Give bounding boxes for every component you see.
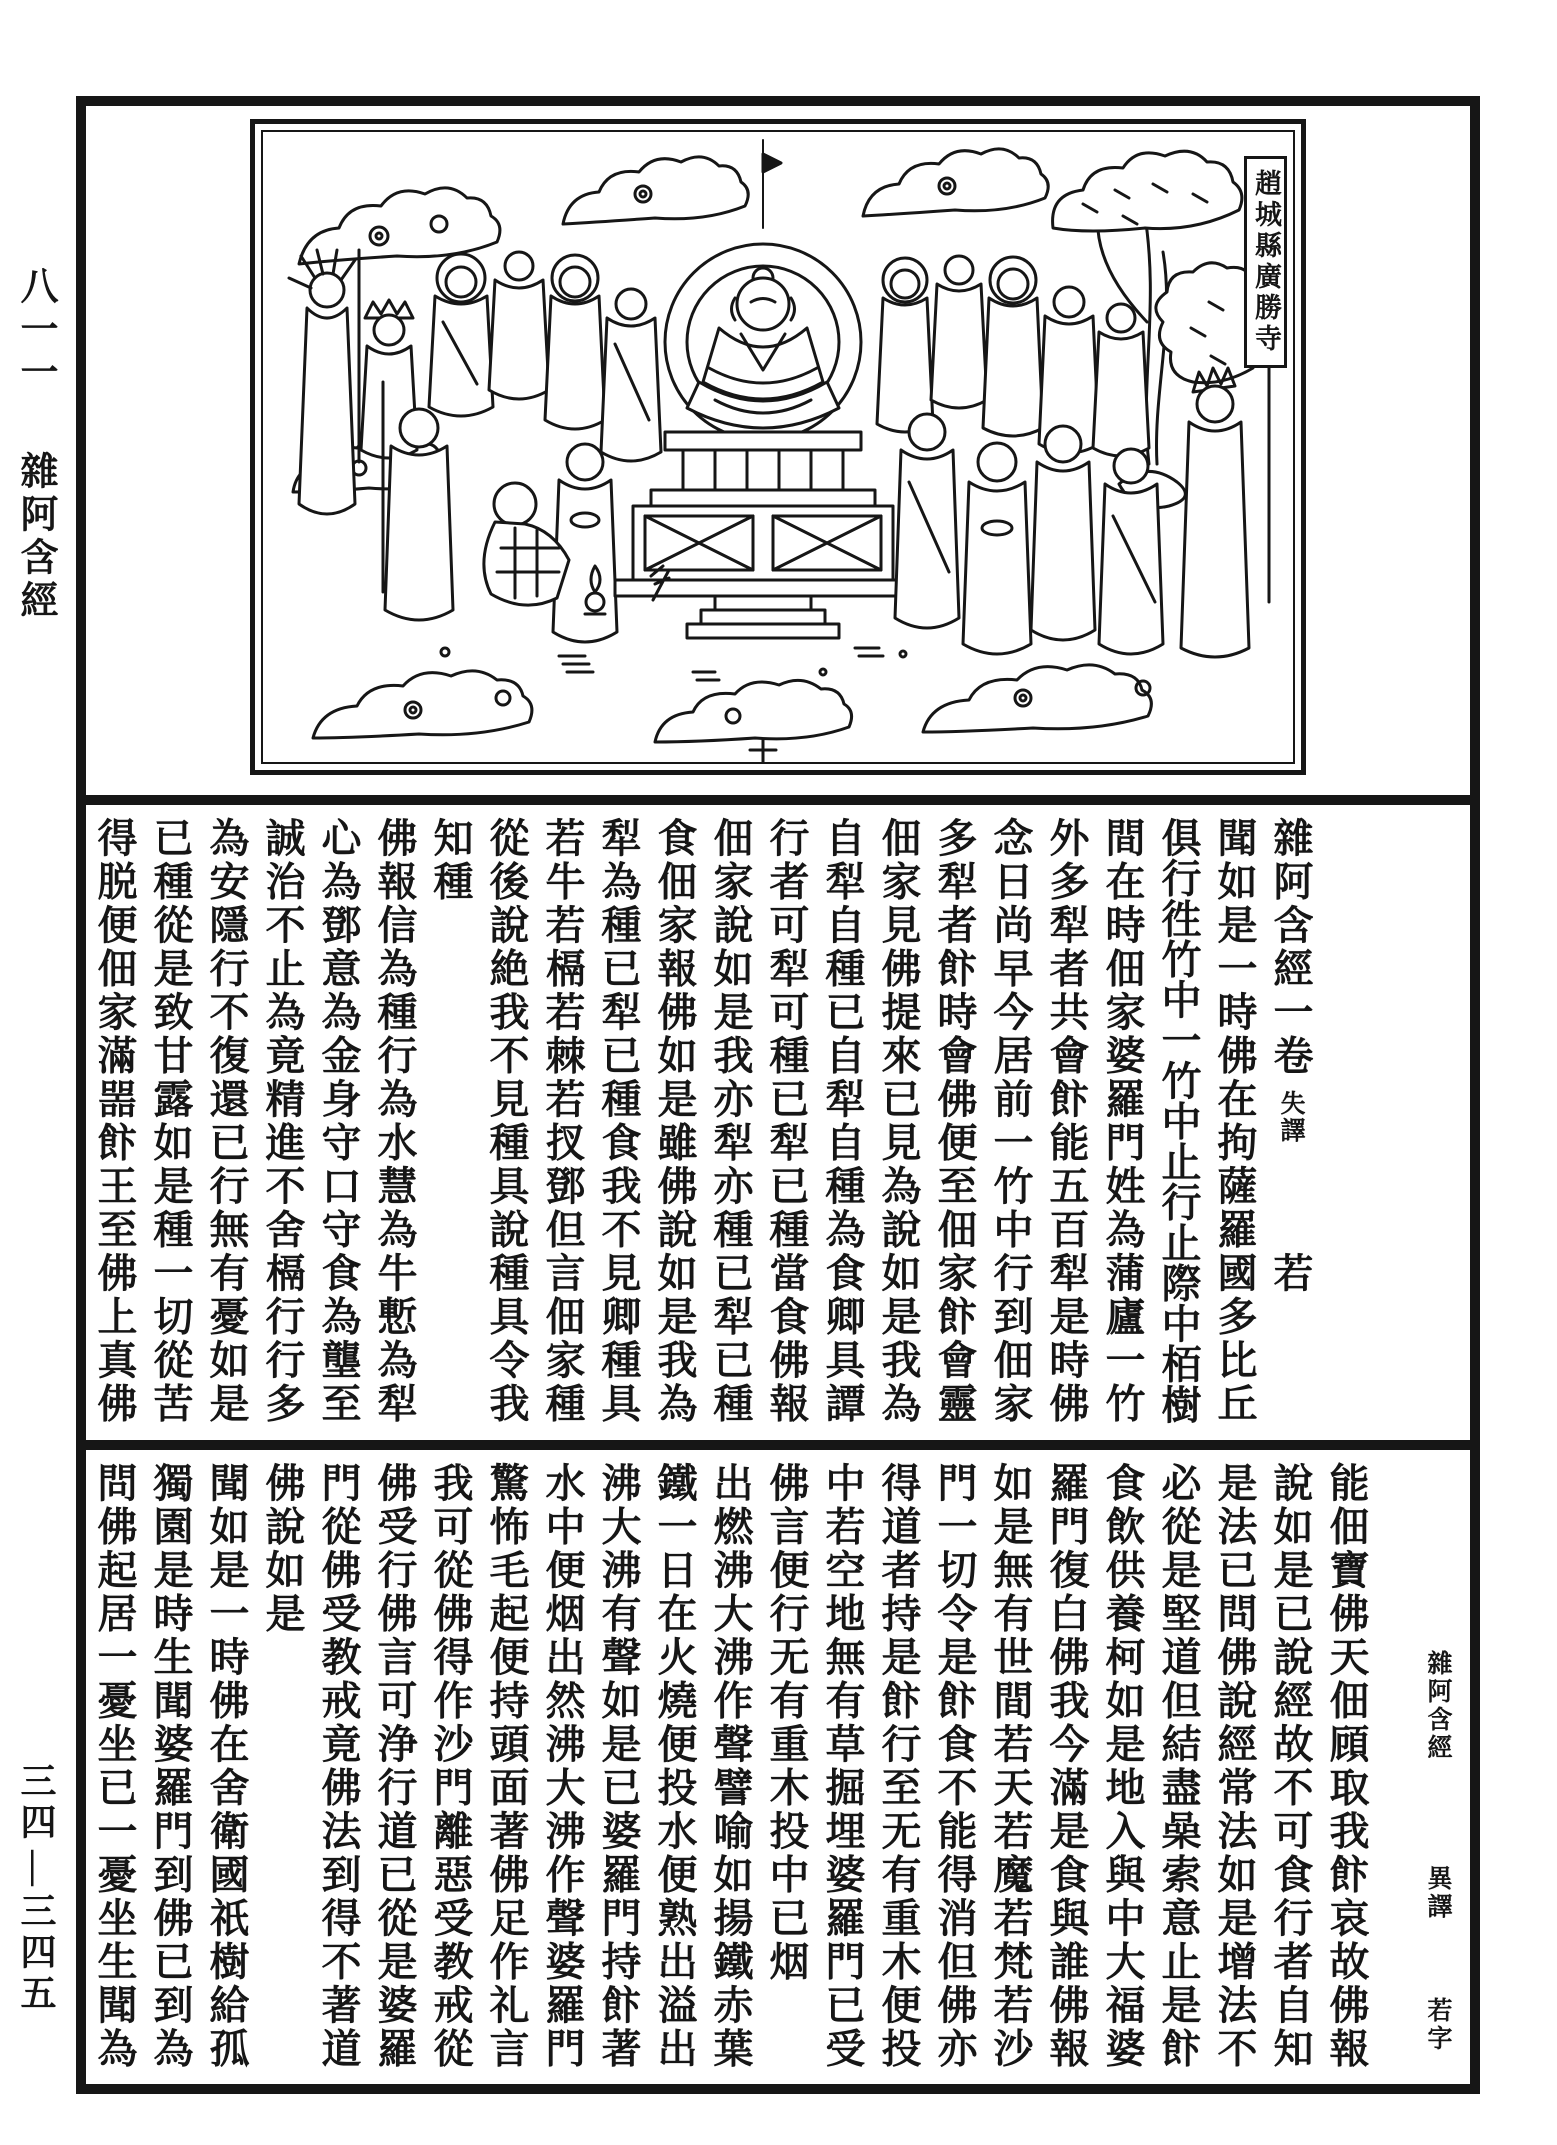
text-column: 門一切令是飰食不能得消但佛亦: [932, 1462, 977, 2071]
text-column: 外多犁者共會飰能五百犁是時佛: [1044, 817, 1089, 1426]
page-number-volume: 三四: [16, 1762, 56, 1844]
text-column: 念日尚早今居前一竹中行到佃家: [988, 817, 1033, 1426]
bottom-textflow: [86, 1450, 1440, 2097]
text-column: 獨園是時生聞婆羅門到佛已到為: [148, 1462, 193, 2071]
text-column: 鐵一日在火燒便投水便熟出溢出: [652, 1462, 697, 2071]
text-column: 食佃家報佛如是雖佛說如是我為: [652, 817, 697, 1426]
text-column: 多犁者飰時會佛便至佃家飰會靈: [932, 817, 977, 1426]
text-column: 誠治不止為竟精進不舍槅行行多: [260, 817, 305, 1426]
text-column: 俱行徃竹中一竹中止行止際中栢樹: [1156, 817, 1201, 1425]
text-column: 沸大沸有聲如是已婆羅門持飰著: [596, 1462, 641, 2071]
text-column: 為安隱行不復還已行無有憂如是: [204, 817, 249, 1426]
page-number: [14, 1762, 58, 2015]
text-column: 如是無有世間若天若魔若梵若沙: [988, 1462, 1033, 2071]
kneeling-brahmin: [484, 483, 569, 605]
illustration-frame: [261, 130, 1295, 764]
margin-sutra-title: 雜阿含經: [14, 451, 56, 623]
text-column: 得道者持是飰行至无有重木便投: [876, 1462, 921, 2071]
text-column: 自犁自種已自犁自種為食卿具譚: [820, 817, 865, 1426]
text-column: 行者可犁可種已犁已種當食佛報: [764, 817, 809, 1426]
text-column: 中若空地無有草掘埋婆羅門已受: [820, 1462, 865, 2071]
text-column: 心為鄧意為金身守口守食為壟至: [316, 817, 361, 1426]
text-column: 已種從是致甘露如是種一切從苦: [148, 817, 193, 1426]
text-column: 門從佛受教戒竟佛法到得不著道: [316, 1462, 361, 2071]
translator-note: 失譯: [1277, 1090, 1304, 1144]
text-column: 佛說如是: [260, 1462, 305, 1636]
text-column: 佃家見佛提來已見為說如是我為: [876, 817, 921, 1426]
text-column: 聞如是一時佛在拘薩羅國多比丘: [1212, 817, 1257, 1426]
text-column: 犁為種已犁已種食我不見卿種具: [596, 817, 641, 1426]
volume-serial: 八一一: [14, 266, 56, 395]
woodcut-illustration: [250, 119, 1306, 775]
middle-text-section: [86, 795, 1470, 1450]
text-column: 食飲供養柯如是地入與中大福婆: [1100, 1462, 1145, 2071]
illustration-caption: 趙城縣廣勝寺: [1244, 156, 1287, 368]
text-column: 間在時佃家婆羅門姓為蒲廬一竹: [1100, 817, 1145, 1426]
text-column: 問佛起居一憂坐已一憂坐生聞為: [92, 1462, 137, 2071]
middle-textflow: [86, 805, 1338, 1440]
case-marker: 若: [1268, 1252, 1313, 1296]
text-column: 必從是堅道但結盡喿索意止是飰: [1156, 1462, 1201, 2071]
text-column: 驚怖毛起便持頭面著佛足作礼言: [484, 1462, 529, 2071]
text-column: 聞如是一時佛在舍衛國祇樹給孤: [204, 1462, 249, 2071]
text-column: 我可從佛得作沙門離惡受教戒從: [428, 1462, 473, 2071]
text-column: 能佃寶佛天佃頋取我飰哀故佛報: [1324, 1462, 1369, 2071]
text-column: 得脱便佃家滿噐飰王至佛上真佛: [92, 817, 137, 1426]
cross-mark: [750, 738, 776, 762]
page-number-page: 三四五: [16, 1892, 56, 2015]
bottom-text-section: [86, 1450, 1470, 2097]
clouds-lower: [313, 665, 1151, 742]
page-frame: [76, 96, 1480, 2094]
margin-note-column: [1422, 1650, 1452, 2053]
text-column: 羅門復白佛我今滿是食與誰佛報: [1044, 1462, 1089, 2071]
text-column: 佃家說如是我亦犁亦種已犁已種: [708, 817, 753, 1426]
margin-note-case: 若字: [1424, 1997, 1451, 2053]
text-column: 知種: [428, 817, 473, 904]
text-column: 若牛若槅若棘若扠鄧但言佃家種: [540, 817, 585, 1426]
text-column: 佛報信為種行為水慧為牛慙為犁: [372, 817, 417, 1426]
text-column: 從後說絶我不見種具說種具令我: [484, 817, 529, 1426]
page-number-separator: —: [16, 1850, 56, 1886]
margin-header: [12, 266, 58, 623]
margin-note-variant: 異譯: [1424, 1865, 1451, 1921]
text-column: 佛受行佛言可浄行道已從是婆羅: [372, 1462, 417, 2071]
illustration-scene: [263, 132, 1293, 762]
illustration-section: [86, 119, 1470, 795]
text-column: 說如是已說經故不可食行者自知: [1268, 1462, 1313, 2071]
text-column: 佛言便行无有重木投中已烟: [764, 1462, 809, 1984]
sutra-title: 雜阿含經一卷: [1268, 817, 1313, 1078]
throne: [615, 432, 911, 638]
sutra-title-column: [1262, 817, 1318, 1440]
text-column: 是法已問佛說經常法如是增法不: [1212, 1462, 1257, 2071]
margin-note-title: 雜阿含經: [1424, 1650, 1451, 1762]
right-disciples: [877, 256, 1163, 654]
text-column: 出燃沸大沸作聲譬喻如揚鐵赤葉: [708, 1462, 753, 2071]
text-column: 水中便烟出然沸大沸作聲婆羅門: [540, 1462, 585, 2071]
